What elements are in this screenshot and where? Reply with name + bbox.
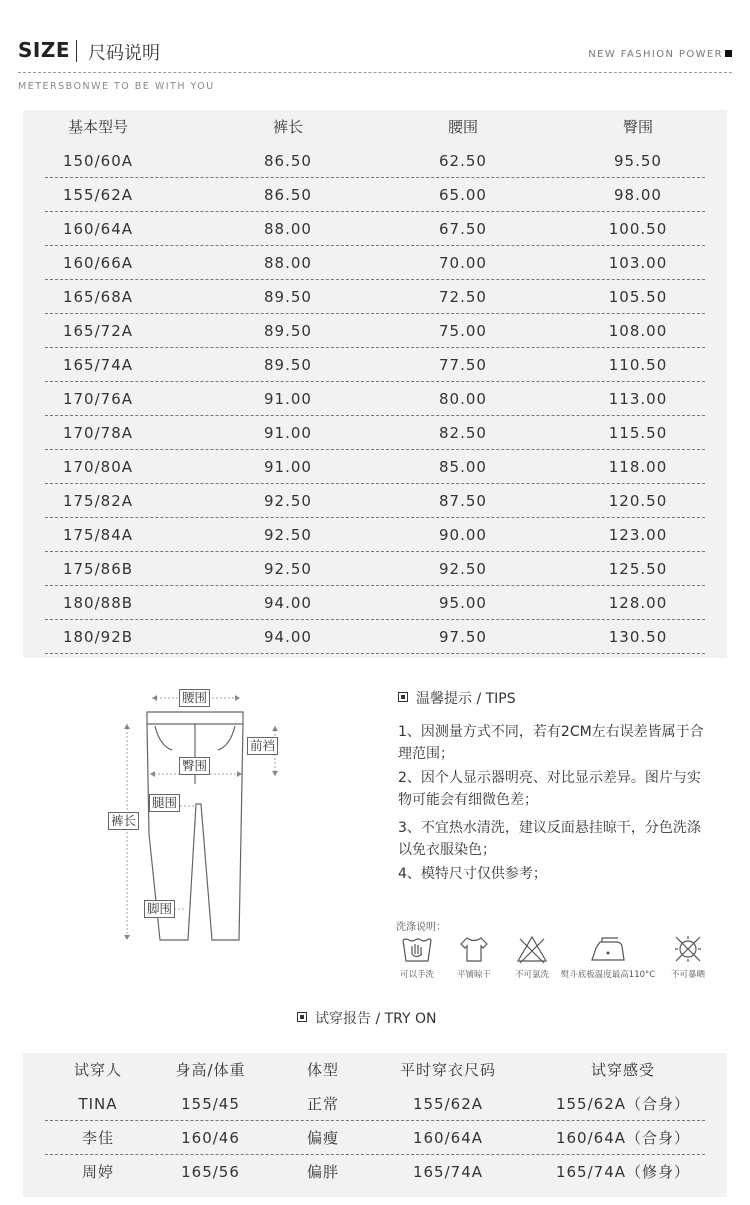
cell-body-type: 偏胖 [306, 1163, 339, 1181]
header-length: 裤长 [272, 118, 303, 136]
cell-model: 150/60A [62, 152, 134, 170]
cell-length: 91.00 [264, 390, 312, 408]
cell-fit-feeling: 160/64A（合身） [555, 1129, 691, 1147]
table-row [23, 246, 727, 280]
no-sun-dry-icon [666, 934, 710, 980]
tryon-table [23, 1053, 727, 1197]
table-row [23, 518, 727, 552]
cell-tester: TINA [78, 1095, 118, 1113]
cell-model: 155/62A [62, 186, 134, 204]
cell-usual-size: 160/64A [412, 1129, 484, 1147]
table-row [23, 1121, 727, 1155]
cell-hip: 110.50 [608, 356, 668, 374]
cell-model: 175/82A [62, 492, 134, 510]
cell-model: 165/72A [62, 322, 134, 340]
brand-line: METERSBONWE TO BE WITH YOU [18, 81, 215, 92]
wash-title: 洗涤说明： [396, 922, 446, 933]
tips-title-text: 温馨提示 / TIPS [416, 691, 516, 707]
tryon-title [297, 1008, 437, 1028]
cell-waist: 75.00 [439, 322, 487, 340]
cell-model: 160/64A [62, 220, 134, 238]
no-sun-dry-label: 不可暴晒 [670, 970, 705, 980]
cell-body-type: 偏瘦 [306, 1129, 339, 1147]
cell-model: 170/76A [62, 390, 134, 408]
cell-height-weight: 155/45 [181, 1095, 240, 1113]
table-row [23, 416, 727, 450]
cell-waist: 87.50 [439, 492, 487, 510]
cell-tester: 李佳 [81, 1129, 114, 1147]
table-row [23, 212, 727, 246]
header-body-type: 体型 [306, 1061, 339, 1079]
size-table [23, 110, 727, 658]
cell-length: 86.50 [264, 152, 312, 170]
cell-model: 170/78A [62, 424, 134, 442]
table-row [23, 620, 727, 654]
cell-tester: 周婷 [81, 1163, 114, 1181]
header-height-weight: 身高/体重 [175, 1061, 246, 1079]
hand-wash-icon [394, 934, 440, 980]
cell-hip: 123.00 [608, 526, 668, 544]
iron-icon [556, 934, 660, 980]
cell-length: 88.00 [264, 220, 312, 238]
pants-diagram [100, 684, 300, 946]
table-row [23, 552, 727, 586]
tip-3: 3、不宜热水清洗，建议反面悬挂晾干，分色洗涤以免衣服染色； [398, 820, 701, 858]
square-bullet-icon [398, 692, 408, 702]
cell-height-weight: 160/46 [181, 1129, 240, 1147]
cell-hip: 118.00 [608, 458, 668, 476]
no-bleach-label: 不可氯洗 [514, 970, 549, 980]
cell-length: 89.50 [264, 356, 312, 374]
cell-waist: 65.00 [439, 186, 487, 204]
cell-waist: 90.00 [439, 526, 487, 544]
table-row [23, 382, 727, 416]
cell-waist: 85.00 [439, 458, 487, 476]
fashion-slogan [588, 49, 732, 60]
label-rise: 前裆 [247, 737, 278, 755]
cell-waist: 62.50 [439, 152, 487, 170]
label-waist: 腰围 [179, 689, 210, 707]
cell-model: 180/88B [62, 594, 134, 612]
header-waist: 腰围 [447, 118, 478, 136]
cell-usual-size: 155/62A [412, 1095, 484, 1113]
cell-model: 160/66A [62, 254, 134, 272]
cell-length: 89.50 [264, 288, 312, 306]
cell-usual-size: 165/74A [412, 1163, 484, 1181]
table-row [23, 144, 727, 178]
table-row [23, 314, 727, 348]
table-row [23, 1087, 727, 1121]
tip-1: 1、因测量方式不同，若有2CM左右误差皆属于合理范围； [398, 724, 704, 762]
cell-waist: 92.50 [439, 560, 487, 578]
cell-length: 86.50 [264, 186, 312, 204]
cell-hip: 108.00 [608, 322, 668, 340]
cell-hip: 113.00 [608, 390, 668, 408]
cell-length: 89.50 [264, 322, 312, 340]
cell-height-weight: 165/56 [181, 1163, 240, 1181]
square-bullet-icon [297, 1012, 307, 1022]
cell-hip: 128.00 [608, 594, 668, 612]
cell-length: 92.50 [264, 526, 312, 544]
label-thigh: 腿围 [149, 794, 180, 812]
cell-model: 180/92B [62, 628, 134, 646]
cell-waist: 77.50 [439, 356, 487, 374]
page-header [0, 0, 750, 100]
size-subtitle: 尺码说明 [88, 43, 160, 64]
cell-waist: 80.00 [439, 390, 487, 408]
cell-model: 175/84A [62, 526, 134, 544]
cell-hip: 120.50 [608, 492, 668, 510]
cell-fit-feeling: 155/62A（合身） [555, 1095, 691, 1113]
cell-hip: 130.50 [608, 628, 668, 646]
table-row [23, 586, 727, 620]
cell-waist: 82.50 [439, 424, 487, 442]
cell-hip: 115.50 [608, 424, 668, 442]
cell-waist: 95.00 [439, 594, 487, 612]
table-row [23, 178, 727, 212]
cell-hip: 95.50 [614, 152, 662, 170]
cell-length: 88.00 [264, 254, 312, 272]
table-row [23, 1155, 727, 1189]
cell-hip: 100.50 [608, 220, 668, 238]
table-row [23, 484, 727, 518]
size-table-header [23, 110, 727, 144]
title-divider [76, 40, 77, 62]
table-row [23, 450, 727, 484]
size-title: SIZE [18, 38, 71, 62]
table-row [23, 348, 727, 382]
fashion-slogan-text: NEW FASHION POWER [588, 49, 723, 60]
cell-length: 91.00 [264, 458, 312, 476]
tip-2: 2、因个人显示器明亮、对比显示差异。图片与实物可能会有细微色差； [398, 770, 701, 808]
cell-body-type: 正常 [306, 1095, 339, 1113]
cell-waist: 70.00 [439, 254, 487, 272]
label-hem: 脚围 [144, 900, 175, 918]
cell-waist: 72.50 [439, 288, 487, 306]
tryon-table-header [23, 1053, 727, 1087]
cell-model: 165/74A [62, 356, 134, 374]
cell-length: 92.50 [264, 492, 312, 510]
cell-hip: 98.00 [614, 186, 662, 204]
no-bleach-icon [509, 934, 555, 980]
cell-waist: 67.50 [439, 220, 487, 238]
table-row [23, 280, 727, 314]
header-hip: 臀围 [622, 118, 653, 136]
flat-dry-label: 平铺晾干 [456, 970, 491, 980]
tip-4: 4、模特尺寸仅供参考； [398, 866, 547, 882]
cell-length: 94.00 [264, 628, 312, 646]
cell-hip: 105.50 [608, 288, 668, 306]
label-hip: 臀围 [179, 757, 210, 775]
row-divider [45, 653, 705, 654]
cell-fit-feeling: 165/74A（修身） [555, 1163, 691, 1181]
label-length: 裤长 [108, 812, 139, 830]
cell-waist: 97.50 [439, 628, 487, 646]
flat-dry-icon [451, 934, 497, 980]
header-tester: 试穿人 [73, 1061, 122, 1079]
tryon-title-text: 试穿报告 / TRY ON [315, 1011, 437, 1027]
header-usual-size: 平时穿衣尺码 [399, 1061, 496, 1079]
cell-length: 94.00 [264, 594, 312, 612]
tips-title [398, 688, 516, 708]
header-model: 基本型号 [67, 118, 128, 136]
iron-label: 熨斗底板温度最高110°C [560, 970, 656, 980]
square-icon [725, 50, 732, 57]
cell-length: 92.50 [264, 560, 312, 578]
hand-wash-label: 可以手洗 [399, 970, 434, 980]
header-dashed-divider [18, 72, 732, 73]
cell-model: 175/86B [62, 560, 134, 578]
cell-hip: 103.00 [608, 254, 668, 272]
cell-hip: 125.50 [608, 560, 668, 578]
cell-model: 170/80A [62, 458, 134, 476]
cell-length: 91.00 [264, 424, 312, 442]
cell-model: 165/68A [62, 288, 134, 306]
header-fit-feeling: 试穿感受 [590, 1061, 655, 1079]
